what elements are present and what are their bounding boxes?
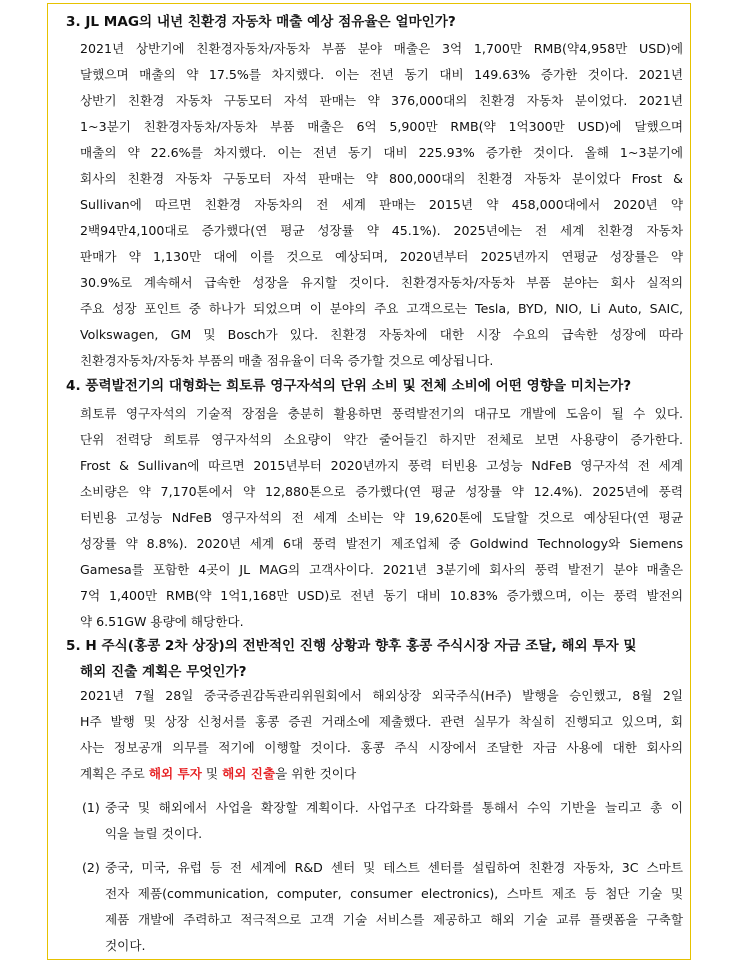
body-line: 소비량은 약 7,170톤에서 약 12,880톤으로 증가했다(연 평균 성장률 약 12.4%). 2025년에 풍력 — [80, 484, 683, 499]
section-3-body — [80, 36, 683, 374]
body-line: 매출의 약 22.6%를 차지했다. 이는 전년 동기 대비 225.93% 증가한 것이다. 올해 1~3분기에 — [80, 145, 683, 160]
section-5-title — [66, 633, 686, 685]
body-line: Frost & Sullivan에 따르면 2015년부터 2020년까지 풍력 터빈용 고성능 NdFeB 영구자석 전 세계 — [80, 458, 683, 473]
list-line: 익을 늘릴 것이다. — [105, 826, 203, 841]
body-line: H주 발행 및 상장 신청서를 홍콩 증권 거래소에 제출했다. 관련 실무가 착실히 진행되고 있으며, 회 — [80, 714, 683, 729]
body-line: 회사의 친환경 자동차 구동모터 자석 판매는 약 800,000대의 친환경 자동차 분이었다 Frost & — [80, 171, 683, 186]
body-line: 30.9%로 계속해서 급속한 성장을 유지할 것이다. 친환경자동차/자동차 부품 분야는 회사 실적의 — [80, 275, 683, 290]
body-line: 사는 정보공개 의무를 적기에 이행할 것이다. 홍콩 주식 시장에서 조달한 자금 사용에 대한 회사의 — [80, 740, 683, 755]
list-line: 중국 및 해외에서 사업을 확장할 계획이다. 사업구조 다각화를 통해서 수익 기반을 늘리고 총 이 — [105, 800, 683, 815]
section-4-body — [80, 401, 683, 635]
body-line: 판매가 약 1,130만 대에 이를 것으로 예상되며, 2020년부터 2025년까지 연평균 성장률은 약 — [80, 249, 683, 264]
body-line: 주요 성장 포인트 중 하나가 되었으며 이 분야의 주요 고객으로는 Tesla, BYD, NIO, Li Auto, SAIC, — [80, 301, 683, 316]
body-line: 1~3분기 친환경자동차/자동차 부품 매출은 6억 5,900만 RMB(약 1억300만 USD)에 달했으며 — [80, 119, 683, 134]
section-5-title-line: 5. H 주식(홍콩 2차 상장)의 전반적인 진행 상황과 향후 홍콩 주식시장 자금 조달, 해외 투자 및 — [66, 638, 637, 654]
body-line: 약 6.51GW 용량에 해당한다. — [80, 614, 244, 629]
body-line: 7억 1,400만 RMB(약 1억1,168만 USD)로 전년 동기 대비 10.83% 증가했으며, 이는 풍력 발전의 — [80, 588, 683, 603]
body-line: 성장률 약 8.8%). 2020년 세계 6대 풍력 발전기 제조업체 중 Goldwind Technology와 Siemens — [80, 536, 683, 551]
section-5-body — [80, 683, 683, 787]
list-line: 제품 개발에 주력하고 적극적으로 고객 기술 서비스를 제공하고 해외 기술 교류 플랫폼을 구축할 — [105, 912, 683, 927]
body-line: Volkswagen, GM 및 Bosch가 있다. 친환경 자동차에 대한 시장 수요의 급속한 성장에 따라 — [80, 327, 683, 342]
list-number: (1) — [82, 800, 100, 815]
body-line: 터빈용 고성능 NdFeB 영구자석의 전 세계 소비는 약 19,620톤에 도달할 것으로 예상된다(연 평균 — [80, 510, 683, 525]
section-3-title: 3. JL MAG의 내년 친환경 자동차 매출 예상 점유율은 얼마인가? — [66, 14, 456, 30]
text-run: 을 위한 것이다 — [275, 766, 357, 781]
text-run: 및 — [201, 766, 223, 781]
body-line: 상반기 친환경 자동차 구동모터 자석 판매는 약 376,000대의 친환경 자동차 분이었다. 2021년 — [80, 93, 683, 108]
highlight-overseas-expansion: 해외 진출 — [222, 766, 276, 781]
body-line: 희토류 영구자석의 기술적 장점을 충분히 활용하면 풍력발전기의 대규모 개발에 도움이 될 수 있다. — [80, 406, 683, 421]
section-5-title-line: 해외 진출 계획은 무엇인가? — [80, 664, 247, 680]
body-line: 2백94만4,100대로 증가했다(연 평균 성장률 약 45.1%). 2025년에는 전 세계 친환경 자동차 — [80, 223, 683, 238]
text-run: 계획은 주로 — [80, 766, 149, 781]
list-line: 중국, 미국, 유럽 등 전 세계에 R&D 센터 및 테스트 센터를 설립하여 친환경 자동차, 3C 스마트 — [105, 860, 683, 875]
list-line: 전자 제품(communication, computer, consumer electronics), 스마트 제조 등 첨단 기술 및 — [105, 886, 683, 901]
body-line: Sullivan에 따르면 친환경 자동차의 전 세계 판매는 2015년 약 458,000대에서 2020년 약 — [80, 197, 683, 212]
list-line: 것이다. — [105, 938, 146, 953]
list-item-1 — [80, 795, 683, 847]
body-line: 달했으며 매출의 약 17.5%를 차지했다. 이는 전년 동기 대비 149.63% 증가한 것이다. 2021년 — [80, 67, 683, 82]
list-item-2 — [80, 855, 683, 959]
list-number: (2) — [82, 860, 100, 875]
section-4-title: 4. 풍력발전기의 대형화는 희토류 영구자석의 단위 소비 및 전체 소비에 어떤 영향을 미치는가? — [66, 378, 632, 394]
body-line: 2021년 상반기에 친환경자동차/자동차 부품 분야 매출은 3억 1,700만 RMB(약4,958만 USD)에 — [80, 41, 683, 56]
body-line: 단위 전력당 희토류 영구자석의 소요량이 약간 줄어들긴 하지만 전체로 보면 사용량이 증가한다. — [80, 432, 683, 447]
body-line: 2021년 7월 28일 중국증권감독관리위원회에서 해외상장 외국주식(H주) 발행을 승인했고, 8월 2일 — [80, 688, 683, 703]
body-line: Gamesa를 포함한 4곳이 JL MAG의 고객사이다. 2021년 3분기에 회사의 풍력 발전기 분야 매출은 — [80, 562, 683, 577]
body-line-highlighted — [80, 761, 683, 787]
body-line: 친환경자동차/자동차 부품의 매출 점유율이 더욱 증가할 것으로 예상됩니다. — [80, 353, 494, 368]
highlight-overseas-investment: 해외 투자 — [148, 766, 202, 781]
